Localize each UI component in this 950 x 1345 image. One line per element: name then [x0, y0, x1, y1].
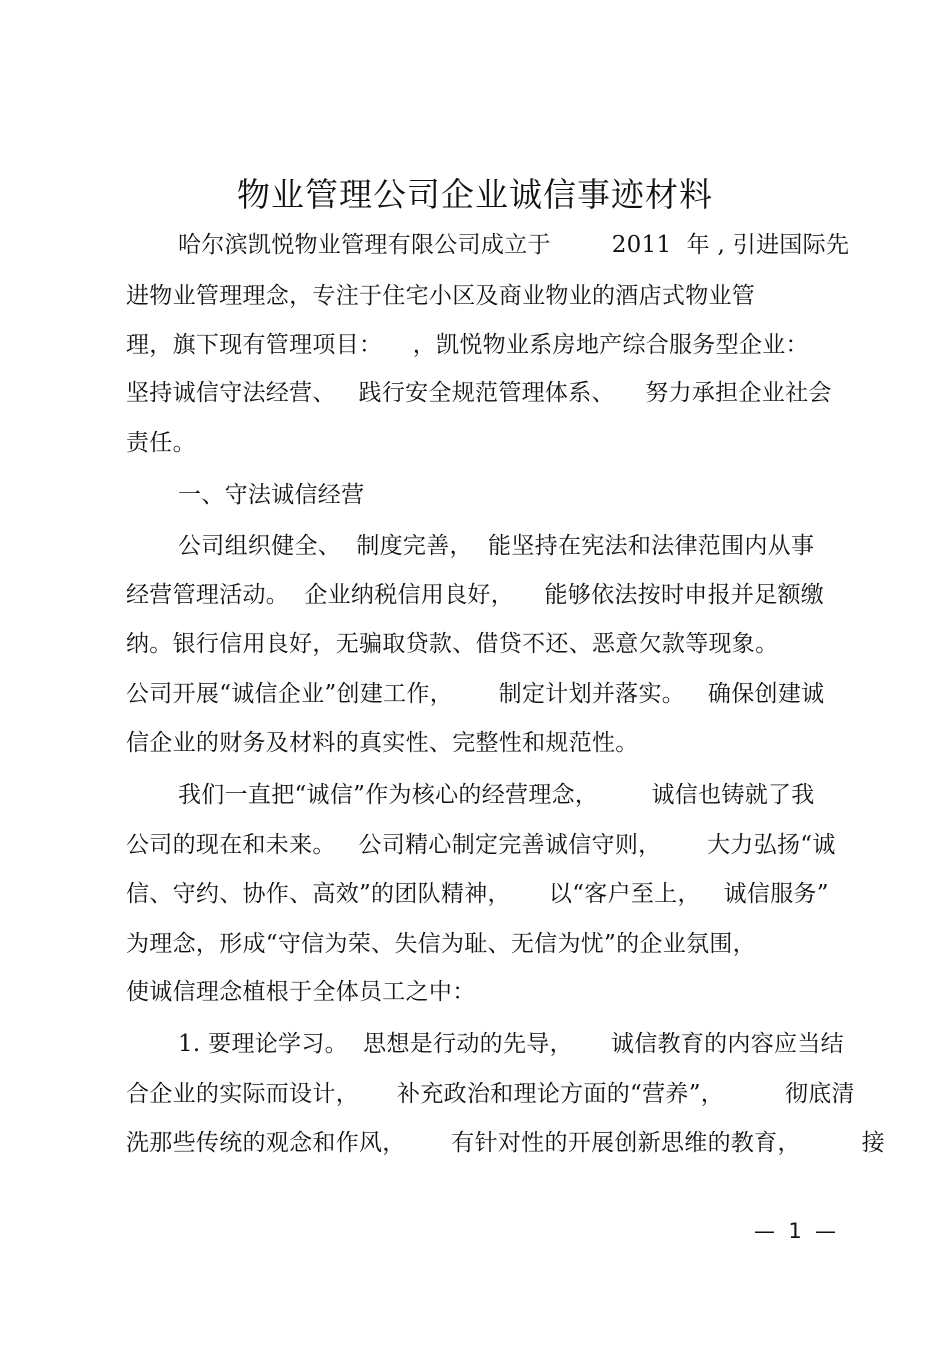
paragraph-line: 信、守约、协作、高效”的团队精神， 以“客户至上， 诚信服务” [126, 881, 829, 907]
paragraph-line: 合企业的实际而设计， 补充政治和理论方面的“营养”， 彻底清 [126, 1081, 855, 1107]
paragraph-line: 进物业管理理念，专注于住宅小区及商业物业的酒店式物业管 [126, 283, 756, 309]
paragraph-line: 哈尔滨凯悦物业管理有限公司成立于 2011 年 , 引进国际先 [178, 232, 850, 258]
paragraph-line: 公司开展“诚信企业”创建工作， 制定计划并落实。 确保创建诚 [126, 681, 825, 707]
paragraph-line: 纳。银行信用良好，无骗取贷款、借贷不还、恶意欠款等现象。 [126, 631, 779, 657]
paragraph-line: 公司的现在和未来。 公司精心制定完善诚信守则， 大力弘扬“诚 [126, 832, 836, 858]
paragraph-line: 坚持诚信守法经营、 践行安全规范管理体系、 努力承担企业社会 [126, 380, 832, 406]
paragraph-line: 理，旗下现有管理项目： ，凯悦物业系房地产综合服务型企业： [126, 332, 809, 358]
paragraph-line: 责任。 [126, 430, 196, 456]
paragraph-line: 信企业的财务及材料的真实性、完整性和规范性。 [126, 730, 639, 756]
document-title: 物业管理公司企业诚信事迹材料 [237, 175, 713, 214]
page-number: — 1 — [753, 1219, 837, 1243]
paragraph-line: 公司组织健全、 制度完善， 能坚持在宪法和法律范围内从事 [178, 533, 815, 559]
paragraph-line: 使诚信理念植根于全体员工之中： [126, 979, 476, 1005]
paragraph-line: 洗那些传统的观念和作风， 有针对性的开展创新思维的教育， 接 [126, 1130, 885, 1156]
paragraph-line: 我们一直把“诚信”作为核心的经营理念， 诚信也铸就了我 [178, 782, 815, 808]
section-heading: 一、守法诚信经营 [178, 482, 365, 508]
paragraph-line: 为理念，形成“守信为荣、失信为耻、无信为忧”的企业氛围， [126, 931, 756, 957]
paragraph-line: 1. 要理论学习。 思想是行动的先导， 诚信教育的内容应当结 [178, 1031, 844, 1057]
paragraph-line: 经营管理活动。 企业纳税信用良好， 能够依法按时申报并足额缴 [126, 582, 825, 608]
